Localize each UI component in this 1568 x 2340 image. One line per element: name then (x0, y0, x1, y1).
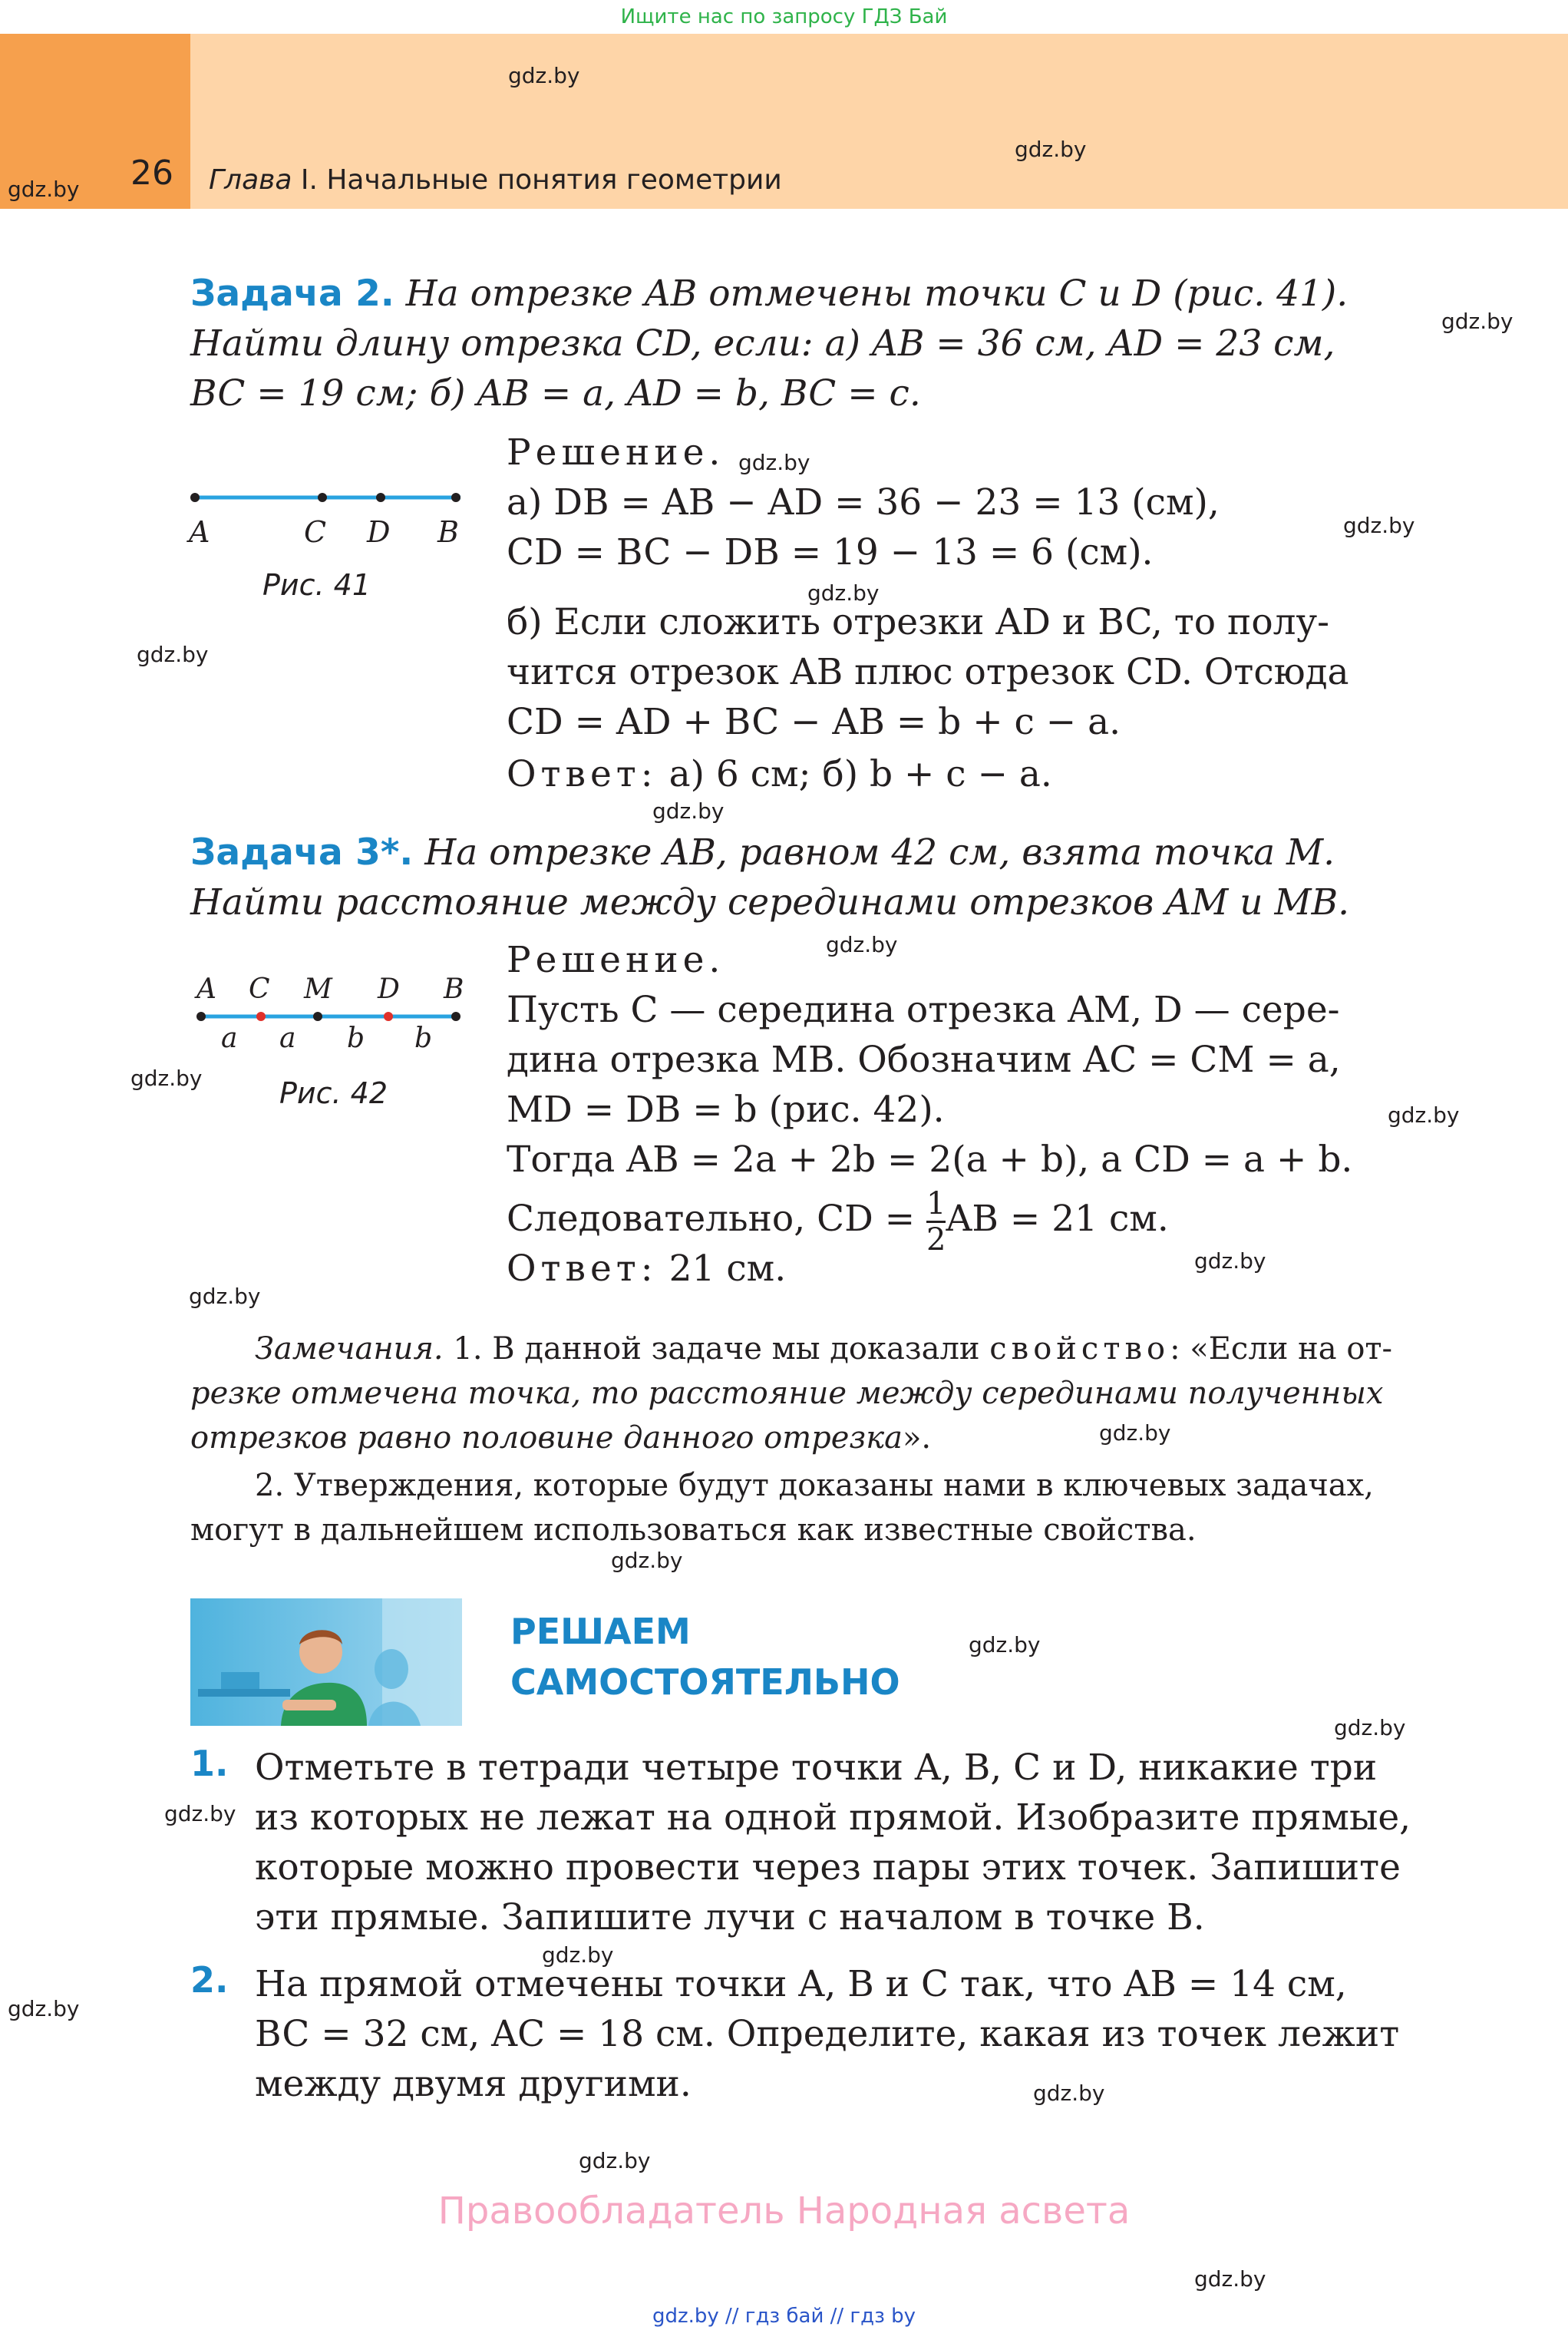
task2-line2: Найти длину отрезка CD, если: а) AB = 36 см, AD = 23 см, (190, 322, 1335, 365)
notes-n1-quote-start: : «Если на от- (1170, 1331, 1393, 1367)
task2-statement: На отрезке AB отмечены точки C и D (рис. 41). (394, 273, 1348, 315)
task3-answer (507, 1244, 786, 1294)
fig42-label-c: C (249, 973, 270, 1005)
fig41-point-c (318, 493, 327, 502)
notes-n2-line1: 2. Утверждения, которые будут доказаны нами в ключевых задачах, (255, 1468, 1374, 1503)
fraction-denominator: 2 (926, 1221, 946, 1258)
figure-42-diagram (184, 967, 476, 1059)
figure-41-caption: Рис. 41 (262, 568, 371, 602)
watermark: gdz.by (652, 798, 725, 824)
task3-solution-label: Решение. (507, 939, 725, 981)
student-at-computer-illustration (190, 1598, 462, 1726)
task2-title: Задача 2. (190, 273, 394, 315)
watermark: gdz.by (508, 63, 580, 88)
task2-line1 (190, 269, 1348, 319)
watermark: gdz.by (738, 450, 810, 475)
chapter-name: I. Начальные понятия геометрии (292, 164, 782, 196)
fig41-label-b: B (437, 515, 459, 549)
section-title-line2: САМОСТОЯТЕЛЬНО (510, 1661, 900, 1703)
watermark: gdz.by (1194, 2266, 1266, 2292)
fig42-point-a (196, 1012, 206, 1021)
chapter-word: Глава (209, 164, 292, 196)
figure-42-caption: Рис. 42 (279, 1076, 388, 1110)
exercise-1-line4: эти прямые. Запишите лучи с началом в точке B. (255, 1896, 1205, 1938)
watermark: gdz.by (1388, 1102, 1460, 1128)
task2-sol-line2: CD = BC − DB = 19 − 13 = 6 (см). (507, 531, 1154, 573)
fig41-point-b (451, 493, 460, 502)
task3-line2: Найти расстояние между серединами отрезков AM и MB. (190, 881, 1350, 924)
task2-answer (507, 749, 1052, 799)
bottom-links[interactable]: gdz.by // гдз бай // гдз by (652, 2305, 916, 2328)
watermark: gdz.by (1441, 309, 1514, 334)
task2-sol-line4: чится отрезок AB плюс отрезок CD. Отсюда (507, 651, 1349, 693)
fig42-point-b (451, 1012, 460, 1021)
watermark: gdz.by (1015, 137, 1087, 162)
task3-sol-line1: Пусть C — середина отрезка AM, D — сере- (507, 989, 1340, 1031)
notes-n1-end: отрезков равно половине данного отрезка (190, 1420, 903, 1456)
fig42-seg-cm: a (279, 1023, 296, 1054)
fig41-point-d (376, 493, 385, 502)
fig42-label-b: B (444, 973, 464, 1005)
figure-41-diagram (184, 476, 476, 560)
watermark: gdz.by (189, 1284, 261, 1309)
fig42-point-d (384, 1012, 393, 1021)
fig42-point-m (313, 1012, 322, 1021)
fig42-seg-md: b (347, 1023, 365, 1054)
task3-line1 (190, 828, 1335, 878)
watermark: gdz.by (969, 1632, 1041, 1658)
chapter-title (209, 164, 782, 196)
exercise-1-line3: которые можно провести через пары этих точек. Запишите (255, 1846, 1401, 1889)
task3-statement: На отрезке AB, равном 42 см, взята точка M. (413, 831, 1335, 874)
section-title-line1: РЕШАЕМ (510, 1611, 691, 1652)
fig42-seg-ac: a (221, 1023, 238, 1054)
notes-lead: Замечания. (255, 1331, 444, 1367)
notes-n1-start: 1. В данной задаче мы доказали (443, 1331, 990, 1367)
task2-line3: BC = 19 см; б) AB = a, AD = b, BC = c. (190, 372, 921, 415)
task3-answer-value: 21 см. (657, 1248, 787, 1290)
task2-answer-value: а) 6 см; б) b + c − a. (657, 753, 1052, 795)
notes-line3 (190, 1416, 931, 1460)
watermark: gdz.by (826, 932, 898, 957)
exercise-1-number: 1. (190, 1743, 229, 1784)
fig42-label-m: M (304, 973, 332, 1005)
exercise-2-line2: BC = 32 см, AC = 18 см. Определите, какая из точек лежит (255, 2013, 1400, 2055)
section-title (510, 1606, 900, 1707)
task2-sol-line5: CD = AD + BC − AB = b + c − a. (507, 701, 1121, 743)
fig41-point-a (190, 493, 200, 502)
exercise-1-line2: из которых не лежат на одной прямой. Изобразите прямые, (255, 1796, 1411, 1839)
notes-n2-line2: могут в дальнейшем использоваться как известные свойства. (190, 1512, 1197, 1548)
task3-title: Задача 3*. (190, 831, 414, 874)
task3-sol5-suffix: AB = 21 см. (946, 1198, 1169, 1240)
top-banner[interactable]: Ищите нас по запросу ГДЗ Бай (620, 5, 948, 28)
page-number: 26 (130, 154, 173, 193)
watermark: gdz.by (1033, 2081, 1105, 2106)
watermark: gdz.by (1343, 513, 1415, 538)
watermark: gdz.by (8, 1996, 80, 2021)
watermark: gdz.by (542, 1942, 614, 1968)
notes-n1-term: свойство (989, 1331, 1170, 1367)
exercise-1-line1: Отметьте в тетради четыре точки A, B, C и D, никакие три (255, 1747, 1378, 1789)
notes-n1-close: ». (902, 1420, 932, 1456)
fig42-seg-db: b (414, 1023, 433, 1054)
watermark: gdz.by (807, 580, 880, 606)
task3-answer-label: Ответ: (507, 1248, 658, 1290)
fraction-one-half (926, 1185, 946, 1258)
task2-answer-label: Ответ: (507, 753, 658, 795)
exercise-2-number: 2. (190, 1959, 229, 2001)
watermark: gdz.by (164, 1801, 236, 1826)
task3-sol5-prefix: Следовательно, CD = (507, 1198, 927, 1240)
watermark: gdz.by (1099, 1420, 1171, 1446)
task3-sol-line4: Тогда AB = 2a + 2b = 2(a + b), а CD = a + b. (507, 1139, 1353, 1181)
watermark: gdz.by (8, 177, 80, 202)
watermark: gdz.by (137, 642, 209, 667)
task3-sol-line5 (507, 1185, 1169, 1258)
notes-line1 (255, 1327, 1392, 1371)
exercise-2-line1: На прямой отмечены точки A, B и C так, что AB = 14 см, (255, 1963, 1347, 2005)
copyright-notice: Правообладатель Народная асвета (437, 2190, 1131, 2233)
task2-sol-line1: а) DB = AB − AD = 36 − 23 = 13 (см), (507, 481, 1220, 524)
fraction-numerator: 1 (926, 1185, 946, 1221)
notes-line2: резке отмечена точка, то расстояние между серединами полученных (190, 1376, 1384, 1411)
fig42-label-d: D (378, 973, 400, 1005)
fig41-label-c: C (304, 515, 327, 549)
task2-solution-label: Решение. (507, 431, 725, 474)
fig42-label-a: A (196, 973, 216, 1005)
fig42-point-c (256, 1012, 266, 1021)
watermark: gdz.by (579, 2148, 651, 2173)
watermark: gdz.by (1334, 1715, 1406, 1740)
exercise-2-line3: между двумя другими. (255, 2063, 692, 2105)
task3-sol-line2: дина отрезка MB. Обозначим AC = CM = a, (507, 1039, 1341, 1081)
watermark: gdz.by (130, 1066, 203, 1091)
task2-sol-line3: б) Если сложить отрезки AD и BC, то полу- (507, 601, 1330, 643)
fig41-label-d: D (367, 515, 391, 549)
watermark: gdz.by (611, 1548, 683, 1573)
fig41-label-a: A (189, 515, 210, 549)
task3-sol-line3: MD = DB = b (рис. 42). (507, 1089, 945, 1131)
watermark: gdz.by (1194, 1248, 1266, 1274)
